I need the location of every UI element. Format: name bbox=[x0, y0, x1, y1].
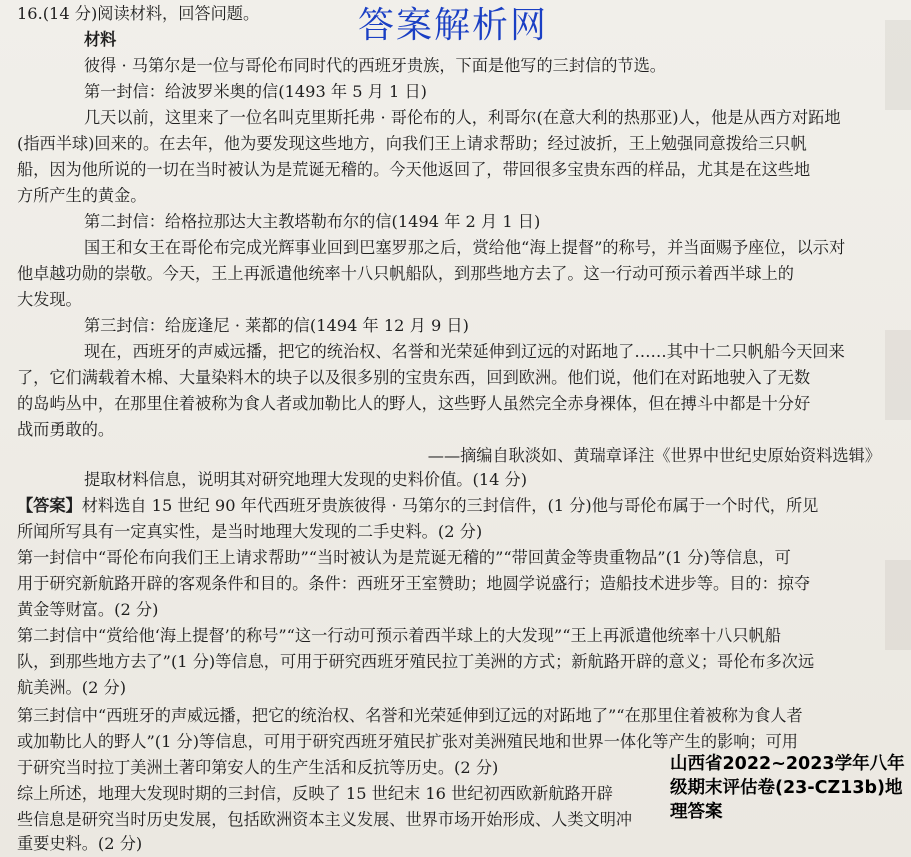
answer-tag: 【答案】 bbox=[17, 496, 82, 515]
answer-line: 所闻所写具有一定真实性，是当时地理大发现的二手史料。(2 分) bbox=[17, 522, 483, 541]
letter2-title: 第二封信：给格拉那达大主教塔勒布尔的信(1494 年 2 月 1 日) bbox=[84, 212, 541, 231]
answer-line: 队，到那些地方去了”(1 分)等信息，可用于研究西班牙殖民拉丁美洲的方式；新航路开辟的意义；哥伦布多次远 bbox=[17, 652, 815, 671]
letter2-line: 国王和女王在哥伦布完成光辉事业回到巴塞罗那之后，赏给他“海上提督”的称号，并当面赐予座位，以示对 bbox=[84, 238, 846, 257]
answer-line: 航美洲。(2 分) bbox=[17, 678, 127, 697]
answer-text: 材料选自 15 世纪 90 年代西班牙贵族彼得 · 马第尔的三封信件，(1 分)他与哥伦布属于一个时代，所见 bbox=[81, 496, 819, 515]
letter3-title: 第三封信：给庞逢尼 · 莱都的信(1494 年 12 月 9 日) bbox=[84, 316, 469, 335]
letter1-line: (指西半球)回来的。在去年，他为要发现这些地方，向我们王上请求帮助；经过波折，王上勉强同意拨给三只帆 bbox=[17, 134, 807, 153]
letter3-line: 的岛屿丛中，在那里住着被称为食人者或加勒比人的野人，这些野人虽然完全赤身裸体，但在搏斗中都是十分好 bbox=[17, 394, 811, 413]
answer-line: 些信息是研究当时历史发展，包括欧洲资本主义发展、世界市场开始形成、人类文明冲 bbox=[17, 810, 633, 829]
answer-line: 第二封信中“赏给他‘海上提督’的称号”“这一行动可预示着西半球上的大发现”“王上再派遣他统率十八只帆船 bbox=[17, 626, 781, 645]
letter2-line: 大发现。 bbox=[17, 290, 82, 309]
exam-title-label: 山西省2022~2023学年八年级期末评估卷(23-CZ13b)地理答案 bbox=[670, 754, 905, 822]
letter2-line: 他卓越功勋的崇敬。今天，王上再派遣他统率十八只帆船队，到那些地方去了。这一行动可预示着西半球上的 bbox=[17, 264, 794, 283]
question-prompt: 提取材料信息，说明其对研究地理大发现的史料价值。(14 分) bbox=[84, 470, 528, 489]
material-label: 材料 bbox=[84, 30, 117, 49]
answer-line: 重要史料。(2 分) bbox=[17, 834, 143, 853]
answer-line: 或加勒比人的野人”(1 分)等信息，可用于研究西班牙殖民扩张对美洲殖民地和世界一体化等产生的影响；可用 bbox=[17, 732, 798, 751]
letter1-line: 几天以前，这里来了一位名叫克里斯托弗 · 哥伦布的人，利哥尔(在意大利的热那亚)人，他是从西方对跖地 bbox=[84, 108, 841, 127]
show-through-shade bbox=[885, 330, 911, 420]
show-through-shade bbox=[885, 560, 911, 650]
letter3-line: 了，它们满载着木棉、大量染料木的块子以及很多别的宝贵东西，回到欧洲。他们说，他们在对跖地驶入了无数 bbox=[17, 368, 811, 387]
letter1-line: 方所产生的黄金。 bbox=[17, 186, 147, 205]
letter3-line: 战而勇敢的。 bbox=[17, 420, 115, 439]
watermark-text: 答案解析网 bbox=[358, 5, 549, 46]
letter3-line: 现在，西班牙的声威远播，把它的统治权、名誉和光荣延伸到辽远的对跖地了……其中十二只帆船今天回来 bbox=[84, 342, 845, 361]
answer-line: 黄金等财富。(2 分) bbox=[17, 600, 159, 619]
material-intro: 彼得 · 马第尔是一位与哥伦布同时代的西班牙贵族，下面是他写的三封信的节选。 bbox=[84, 56, 666, 75]
answer-line: 第一封信中“哥伦布向我们王上请求帮助”“当时被认为是荒诞无稽的”“带回黄金等贵重物品”(1 分)等信息，可 bbox=[17, 548, 791, 567]
answer-line bbox=[17, 498, 818, 514]
answer-line: 用于研究新航路开辟的客观条件和目的。条件：西班牙王室赞助；地圆学说盛行；造船技术进步等。目的：掠夺 bbox=[17, 574, 811, 593]
answer-line: 于研究当时拉丁美洲土著印第安人的生产生活和反抗等历史。(2 分) bbox=[17, 758, 499, 777]
answer-line: 综上所述，地理大发现时期的三封信，反映了 15 世纪末 16 世纪初西欧新航路开辟 bbox=[17, 784, 613, 803]
answer-line: 第三封信中“西班牙的声威远播，把它的统治权、名誉和光荣延伸到辽远的对跖地了”“在那里住着被称为食人者 bbox=[17, 706, 803, 725]
letter1-title: 第一封信：给波罗米奥的信(1493 年 5 月 1 日) bbox=[84, 82, 427, 101]
question-header: 16.(14 分)阅读材料，回答问题。 bbox=[17, 4, 260, 23]
show-through-shade bbox=[885, 20, 911, 110]
letter1-line: 船，因为他所说的一切在当时被认为是荒诞无稽的。今天他返回了，带回很多宝贵东西的样品，尤其是在这些地 bbox=[17, 160, 811, 179]
source-citation: ——摘编自耿淡如、黄瑞章译注《世界中世纪史原始资料选辑》 bbox=[427, 446, 881, 465]
